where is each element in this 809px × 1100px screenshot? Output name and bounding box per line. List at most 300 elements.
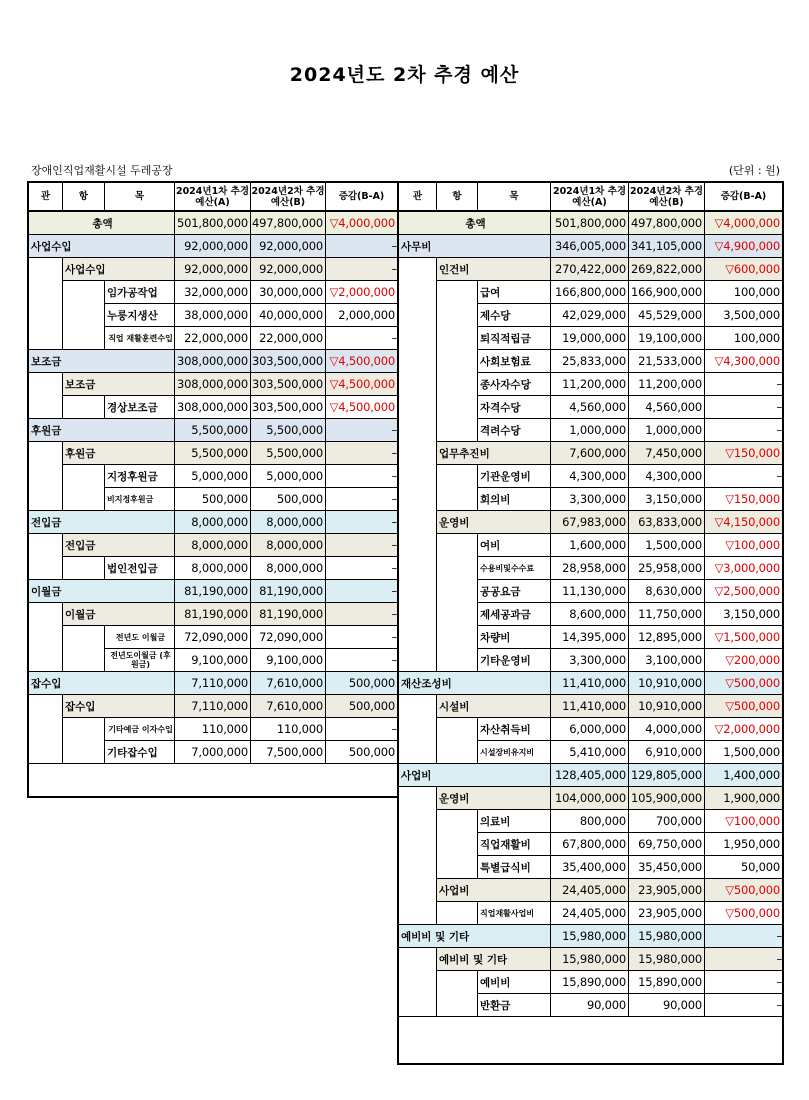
budget-a-value: 5,000,000: [175, 465, 251, 488]
indent-cell: [399, 879, 437, 902]
indent-cell: [29, 465, 63, 488]
indent-cell: [437, 856, 478, 879]
row-label: 종사자수당: [478, 373, 551, 396]
budget-a-value: 35,400,000: [551, 856, 629, 879]
indent-cell: [399, 511, 437, 534]
indent-cell: [399, 718, 437, 741]
budget-a-value: 7,110,000: [175, 672, 251, 695]
table-row: [399, 327, 782, 350]
table-row: [399, 994, 782, 1017]
table-row: [399, 419, 782, 442]
row-label: 사업수입: [29, 235, 175, 258]
table-row: [29, 603, 397, 626]
budget-a-value: 270,422,000: [551, 258, 629, 281]
diff-value: ▽4,500,000: [326, 350, 397, 373]
indent-cell: [29, 718, 63, 741]
diff-value: ▽500,000: [705, 902, 782, 925]
indent-cell: [63, 281, 105, 304]
diff-value: –: [326, 511, 397, 534]
table-row: [399, 373, 782, 396]
budget-a-value: 67,983,000: [551, 511, 629, 534]
indent-cell: [399, 626, 437, 649]
row-label: 시설비: [437, 695, 551, 718]
header-mok: 목: [105, 183, 175, 212]
indent-cell: [399, 603, 437, 626]
header-col-a: 2024년1차 추경예산(A): [175, 183, 251, 212]
row-label: 직업 재활훈련수입: [105, 327, 175, 350]
budget-a-value: 346,005,000: [551, 235, 629, 258]
table-row: [399, 879, 782, 902]
table-row: [29, 580, 397, 603]
indent-cell: [29, 649, 63, 672]
budget-b-value: 7,610,000: [251, 672, 326, 695]
row-label: 재산조성비: [399, 672, 551, 695]
header-gwan: 관: [29, 183, 63, 212]
budget-a-value: 308,000,000: [175, 350, 251, 373]
table-row: [399, 833, 782, 856]
indent-cell: [399, 649, 437, 672]
budget-b-value: 7,500,000: [251, 741, 326, 764]
table-row: [399, 603, 782, 626]
indent-cell: [399, 557, 437, 580]
budget-b-value: 11,750,000: [629, 603, 705, 626]
budget-b-value: 129,805,000: [629, 764, 705, 787]
diff-value: 50,000: [705, 856, 782, 879]
indent-cell: [29, 603, 63, 626]
budget-b-value: 11,200,000: [629, 373, 705, 396]
indent-cell: [437, 741, 478, 764]
diff-value: ▽1,500,000: [705, 626, 782, 649]
budget-b-value: 7,450,000: [629, 442, 705, 465]
budget-a-value: 308,000,000: [175, 396, 251, 419]
indent-cell: [399, 695, 437, 718]
indent-cell: [399, 810, 437, 833]
row-label: 공공요금: [478, 580, 551, 603]
table-row: [399, 971, 782, 994]
table-row: [399, 856, 782, 879]
diff-value: –: [326, 603, 397, 626]
row-label: 반환금: [478, 994, 551, 1017]
row-label: 자산취득비: [478, 718, 551, 741]
indent-cell: [29, 281, 63, 304]
diff-value: ▽500,000: [705, 879, 782, 902]
diff-value: –: [326, 580, 397, 603]
diff-value: –: [326, 534, 397, 557]
row-label: 급여: [478, 281, 551, 304]
budget-b-value: 90,000: [629, 994, 705, 1017]
header-col-diff: 증감(B-A): [326, 183, 397, 212]
row-label: 업무추진비: [437, 442, 551, 465]
row-label: 전년도 이월금: [105, 626, 175, 649]
diff-value: –: [705, 419, 782, 442]
row-label: 사업비: [437, 879, 551, 902]
diff-value: ▽150,000: [705, 488, 782, 511]
indent-cell: [437, 396, 478, 419]
budget-b-value: 5,500,000: [251, 442, 326, 465]
indent-cell: [437, 580, 478, 603]
budget-b-value: 500,000: [251, 488, 326, 511]
budget-a-value: 104,000,000: [551, 787, 629, 810]
diff-value: –: [326, 235, 397, 258]
indent-cell: [29, 304, 63, 327]
indent-cell: [29, 534, 63, 557]
indent-cell: [437, 281, 478, 304]
indent-cell: [437, 971, 478, 994]
budget-b-value: 303,500,000: [251, 373, 326, 396]
indent-cell: [437, 534, 478, 557]
diff-value: ▽3,000,000: [705, 557, 782, 580]
budget-a-value: 67,800,000: [551, 833, 629, 856]
diff-value: 1,500,000: [705, 741, 782, 764]
row-label: 경상보조금: [105, 396, 175, 419]
diff-value: ▽150,000: [705, 442, 782, 465]
table-row: [399, 741, 782, 764]
table-row: [399, 212, 782, 235]
budget-b-value: 3,100,000: [629, 649, 705, 672]
diff-value: –: [326, 649, 397, 672]
unit-label: (단위 : 원): [728, 164, 780, 177]
table-row: [29, 465, 397, 488]
diff-value: –: [326, 488, 397, 511]
budget-b-value: 23,905,000: [629, 879, 705, 902]
budget-b-value: 166,900,000: [629, 281, 705, 304]
budget-a-value: 4,300,000: [551, 465, 629, 488]
budget-a-value: 7,600,000: [551, 442, 629, 465]
budget-b-value: 6,910,000: [629, 741, 705, 764]
table-row: [399, 488, 782, 511]
row-label: 비지정후원금: [105, 488, 175, 511]
diff-value: ▽100,000: [705, 534, 782, 557]
row-label: 기타예금 이자수입: [105, 718, 175, 741]
budget-a-value: 308,000,000: [175, 373, 251, 396]
table-row: [29, 534, 397, 557]
budget-a-value: 15,890,000: [551, 971, 629, 994]
indent-cell: [63, 718, 105, 741]
budget-a-value: 28,958,000: [551, 557, 629, 580]
budget-b-value: 3,150,000: [629, 488, 705, 511]
budget-a-value: 800,000: [551, 810, 629, 833]
table-row: [399, 580, 782, 603]
budget-b-value: 1,500,000: [629, 534, 705, 557]
budget-b-value: 8,000,000: [251, 511, 326, 534]
table-row: [29, 672, 397, 695]
table-row: [399, 442, 782, 465]
budget-b-value: 15,980,000: [629, 948, 705, 971]
diff-value: ▽4,150,000: [705, 511, 782, 534]
header-hang: 항: [63, 183, 105, 212]
indent-cell: [437, 488, 478, 511]
budget-b-value: 25,958,000: [629, 557, 705, 580]
indent-cell: [399, 902, 437, 925]
row-label: 지정후원금: [105, 465, 175, 488]
budget-a-value: 22,000,000: [175, 327, 251, 350]
row-label: 후원금: [63, 442, 175, 465]
indent-cell: [399, 373, 437, 396]
row-label: 사무비: [399, 235, 551, 258]
row-label: 법인전입금: [105, 557, 175, 580]
budget-a-value: 501,800,000: [551, 212, 629, 235]
header-col-diff: 증감(B-A): [705, 183, 782, 212]
row-label: 운영비: [437, 787, 551, 810]
diff-value: ▽4,000,000: [326, 212, 397, 235]
table-row: [399, 695, 782, 718]
indent-cell: [399, 488, 437, 511]
budget-a-value: 5,500,000: [175, 419, 251, 442]
diff-value: ▽2,000,000: [326, 281, 397, 304]
budget-b-value: 92,000,000: [251, 258, 326, 281]
budget-b-value: 10,910,000: [629, 672, 705, 695]
row-label: 제수당: [478, 304, 551, 327]
indent-cell: [29, 695, 63, 718]
indent-cell: [29, 488, 63, 511]
indent-cell: [399, 534, 437, 557]
row-label: 기타운영비: [478, 649, 551, 672]
table-row: [29, 649, 397, 672]
diff-value: –: [326, 442, 397, 465]
budget-b-value: 7,610,000: [251, 695, 326, 718]
row-label: 총액: [399, 212, 551, 235]
table-row: [399, 925, 782, 948]
header-row: [399, 183, 782, 212]
budget-b-value: 30,000,000: [251, 281, 326, 304]
indent-cell: [63, 304, 105, 327]
row-label: 직업재활비: [478, 833, 551, 856]
indent-cell: [29, 557, 63, 580]
row-label: 의료비: [478, 810, 551, 833]
indent-cell: [437, 649, 478, 672]
diff-value: –: [705, 396, 782, 419]
diff-value: ▽2,500,000: [705, 580, 782, 603]
indent-cell: [63, 626, 105, 649]
diff-value: ▽4,300,000: [705, 350, 782, 373]
budget-b-value: 5,500,000: [251, 419, 326, 442]
indent-cell: [399, 396, 437, 419]
indent-cell: [399, 281, 437, 304]
row-label: 시설장비유지비: [478, 741, 551, 764]
expenditure-table: [397, 181, 784, 1065]
diff-value: –: [705, 971, 782, 994]
indent-cell: [29, 626, 63, 649]
budget-b-value: 63,833,000: [629, 511, 705, 534]
budget-b-value: 19,100,000: [629, 327, 705, 350]
table-row: [399, 764, 782, 787]
budget-a-value: 4,560,000: [551, 396, 629, 419]
budget-a-value: 8,600,000: [551, 603, 629, 626]
budget-a-value: 8,000,000: [175, 557, 251, 580]
diff-value: 100,000: [705, 281, 782, 304]
indent-cell: [29, 258, 63, 281]
table-row: [29, 212, 397, 235]
indent-cell: [63, 327, 105, 350]
indent-cell: [399, 442, 437, 465]
indent-cell: [63, 557, 105, 580]
row-label: 사업비: [399, 764, 551, 787]
budget-b-value: 1,000,000: [629, 419, 705, 442]
table-row: [29, 695, 397, 718]
row-label: 보조금: [63, 373, 175, 396]
table-row: [29, 396, 397, 419]
row-label: 임가공작업: [105, 281, 175, 304]
indent-cell: [399, 304, 437, 327]
table-row: [29, 442, 397, 465]
diff-value: 1,950,000: [705, 833, 782, 856]
budget-b-value: 35,450,000: [629, 856, 705, 879]
budget-a-value: 3,300,000: [551, 649, 629, 672]
indent-cell: [29, 442, 63, 465]
row-label: 사업수입: [63, 258, 175, 281]
budget-b-value: 15,980,000: [629, 925, 705, 948]
budget-a-value: 166,800,000: [551, 281, 629, 304]
indent-cell: [399, 948, 437, 971]
budget-a-value: 3,300,000: [551, 488, 629, 511]
indent-cell: [399, 856, 437, 879]
budget-a-value: 5,500,000: [175, 442, 251, 465]
diff-value: 3,500,000: [705, 304, 782, 327]
row-label: 퇴직적립금: [478, 327, 551, 350]
budget-a-value: 8,000,000: [175, 534, 251, 557]
indent-cell: [399, 833, 437, 856]
diff-value: ▽4,000,000: [705, 212, 782, 235]
table-row: [399, 557, 782, 580]
table-row: [399, 258, 782, 281]
table-row: [29, 281, 397, 304]
header-col-b: 2024년2차 추경예산(B): [629, 183, 705, 212]
budget-b-value: 8,630,000: [629, 580, 705, 603]
table-row: [399, 281, 782, 304]
table-row: [399, 626, 782, 649]
indent-cell: [437, 327, 478, 350]
diff-value: –: [326, 258, 397, 281]
budget-b-value: 81,190,000: [251, 603, 326, 626]
budget-a-value: 1,600,000: [551, 534, 629, 557]
indent-cell: [437, 902, 478, 925]
budget-a-value: 128,405,000: [551, 764, 629, 787]
budget-b-value: 4,300,000: [629, 465, 705, 488]
row-label: 운영비: [437, 511, 551, 534]
diff-value: 500,000: [326, 695, 397, 718]
budget-b-value: 72,090,000: [251, 626, 326, 649]
table-row: [29, 327, 397, 350]
budget-b-value: 8,000,000: [251, 557, 326, 580]
indent-cell: [437, 304, 478, 327]
budget-a-value: 32,000,000: [175, 281, 251, 304]
budget-a-value: 6,000,000: [551, 718, 629, 741]
row-label: 전입금: [63, 534, 175, 557]
budget-a-value: 81,190,000: [175, 580, 251, 603]
indent-cell: [399, 994, 437, 1017]
budget-a-value: 19,000,000: [551, 327, 629, 350]
indent-cell: [399, 741, 437, 764]
budget-b-value: 9,100,000: [251, 649, 326, 672]
diff-value: 2,000,000: [326, 304, 397, 327]
diff-value: –: [326, 465, 397, 488]
table-row: [29, 350, 397, 373]
budget-b-value: 45,529,000: [629, 304, 705, 327]
table-row: [399, 718, 782, 741]
page-title: 2024년도 2차 추경 예산: [289, 64, 520, 86]
indent-cell: [29, 741, 63, 764]
table-row: [29, 419, 397, 442]
table-row: [399, 350, 782, 373]
diff-value: ▽600,000: [705, 258, 782, 281]
table-row: [29, 626, 397, 649]
budget-a-value: 7,000,000: [175, 741, 251, 764]
budget-a-value: 24,405,000: [551, 879, 629, 902]
budget-a-value: 11,200,000: [551, 373, 629, 396]
row-label: 수용비및수수료: [478, 557, 551, 580]
row-label: 차량비: [478, 626, 551, 649]
organization-name: 장애인직업재활시설 두레공장: [31, 164, 173, 177]
table-row: [399, 511, 782, 534]
budget-b-value: 700,000: [629, 810, 705, 833]
indent-cell: [63, 465, 105, 488]
diff-value: 500,000: [326, 672, 397, 695]
budget-b-value: 105,900,000: [629, 787, 705, 810]
table-row: [29, 373, 397, 396]
diff-value: ▽4,500,000: [326, 373, 397, 396]
budget-a-value: 90,000: [551, 994, 629, 1017]
indent-cell: [399, 465, 437, 488]
diff-value: 1,900,000: [705, 787, 782, 810]
row-label: 격려수당: [478, 419, 551, 442]
budget-a-value: 9,100,000: [175, 649, 251, 672]
diff-value: –: [326, 557, 397, 580]
budget-b-value: 303,500,000: [251, 350, 326, 373]
header-col-b: 2024년2차 추경예산(B): [251, 183, 326, 212]
row-label: 자격수당: [478, 396, 551, 419]
table-row: [29, 741, 397, 764]
diff-value: –: [705, 925, 782, 948]
indent-cell: [399, 971, 437, 994]
budget-a-value: 72,090,000: [175, 626, 251, 649]
table-row: [399, 304, 782, 327]
budget-a-value: 24,405,000: [551, 902, 629, 925]
row-label: 총액: [29, 212, 175, 235]
budget-b-value: 303,500,000: [251, 396, 326, 419]
indent-cell: [29, 373, 63, 396]
budget-b-value: 92,000,000: [251, 235, 326, 258]
budget-b-value: 40,000,000: [251, 304, 326, 327]
budget-a-value: 501,800,000: [175, 212, 251, 235]
row-label: 직업재활사업비: [478, 902, 551, 925]
indent-cell: [399, 327, 437, 350]
budget-a-value: 7,110,000: [175, 695, 251, 718]
indent-cell: [63, 649, 105, 672]
table-row: [399, 235, 782, 258]
budget-b-value: 22,000,000: [251, 327, 326, 350]
indent-cell: [399, 258, 437, 281]
indent-cell: [437, 718, 478, 741]
budget-b-value: 21,533,000: [629, 350, 705, 373]
budget-a-value: 110,000: [175, 718, 251, 741]
budget-a-value: 11,410,000: [551, 695, 629, 718]
budget-a-value: 81,190,000: [175, 603, 251, 626]
budget-a-value: 25,833,000: [551, 350, 629, 373]
diff-value: –: [326, 626, 397, 649]
budget-b-value: 69,750,000: [629, 833, 705, 856]
row-label: 기관운영비: [478, 465, 551, 488]
diff-value: ▽500,000: [705, 672, 782, 695]
indent-cell: [437, 350, 478, 373]
indent-cell: [437, 810, 478, 833]
indent-cell: [437, 419, 478, 442]
row-label: 예비비: [478, 971, 551, 994]
budget-a-value: 5,410,000: [551, 741, 629, 764]
budget-b-value: 81,190,000: [251, 580, 326, 603]
diff-value: –: [326, 718, 397, 741]
budget-a-value: 38,000,000: [175, 304, 251, 327]
row-label: 사회보험료: [478, 350, 551, 373]
